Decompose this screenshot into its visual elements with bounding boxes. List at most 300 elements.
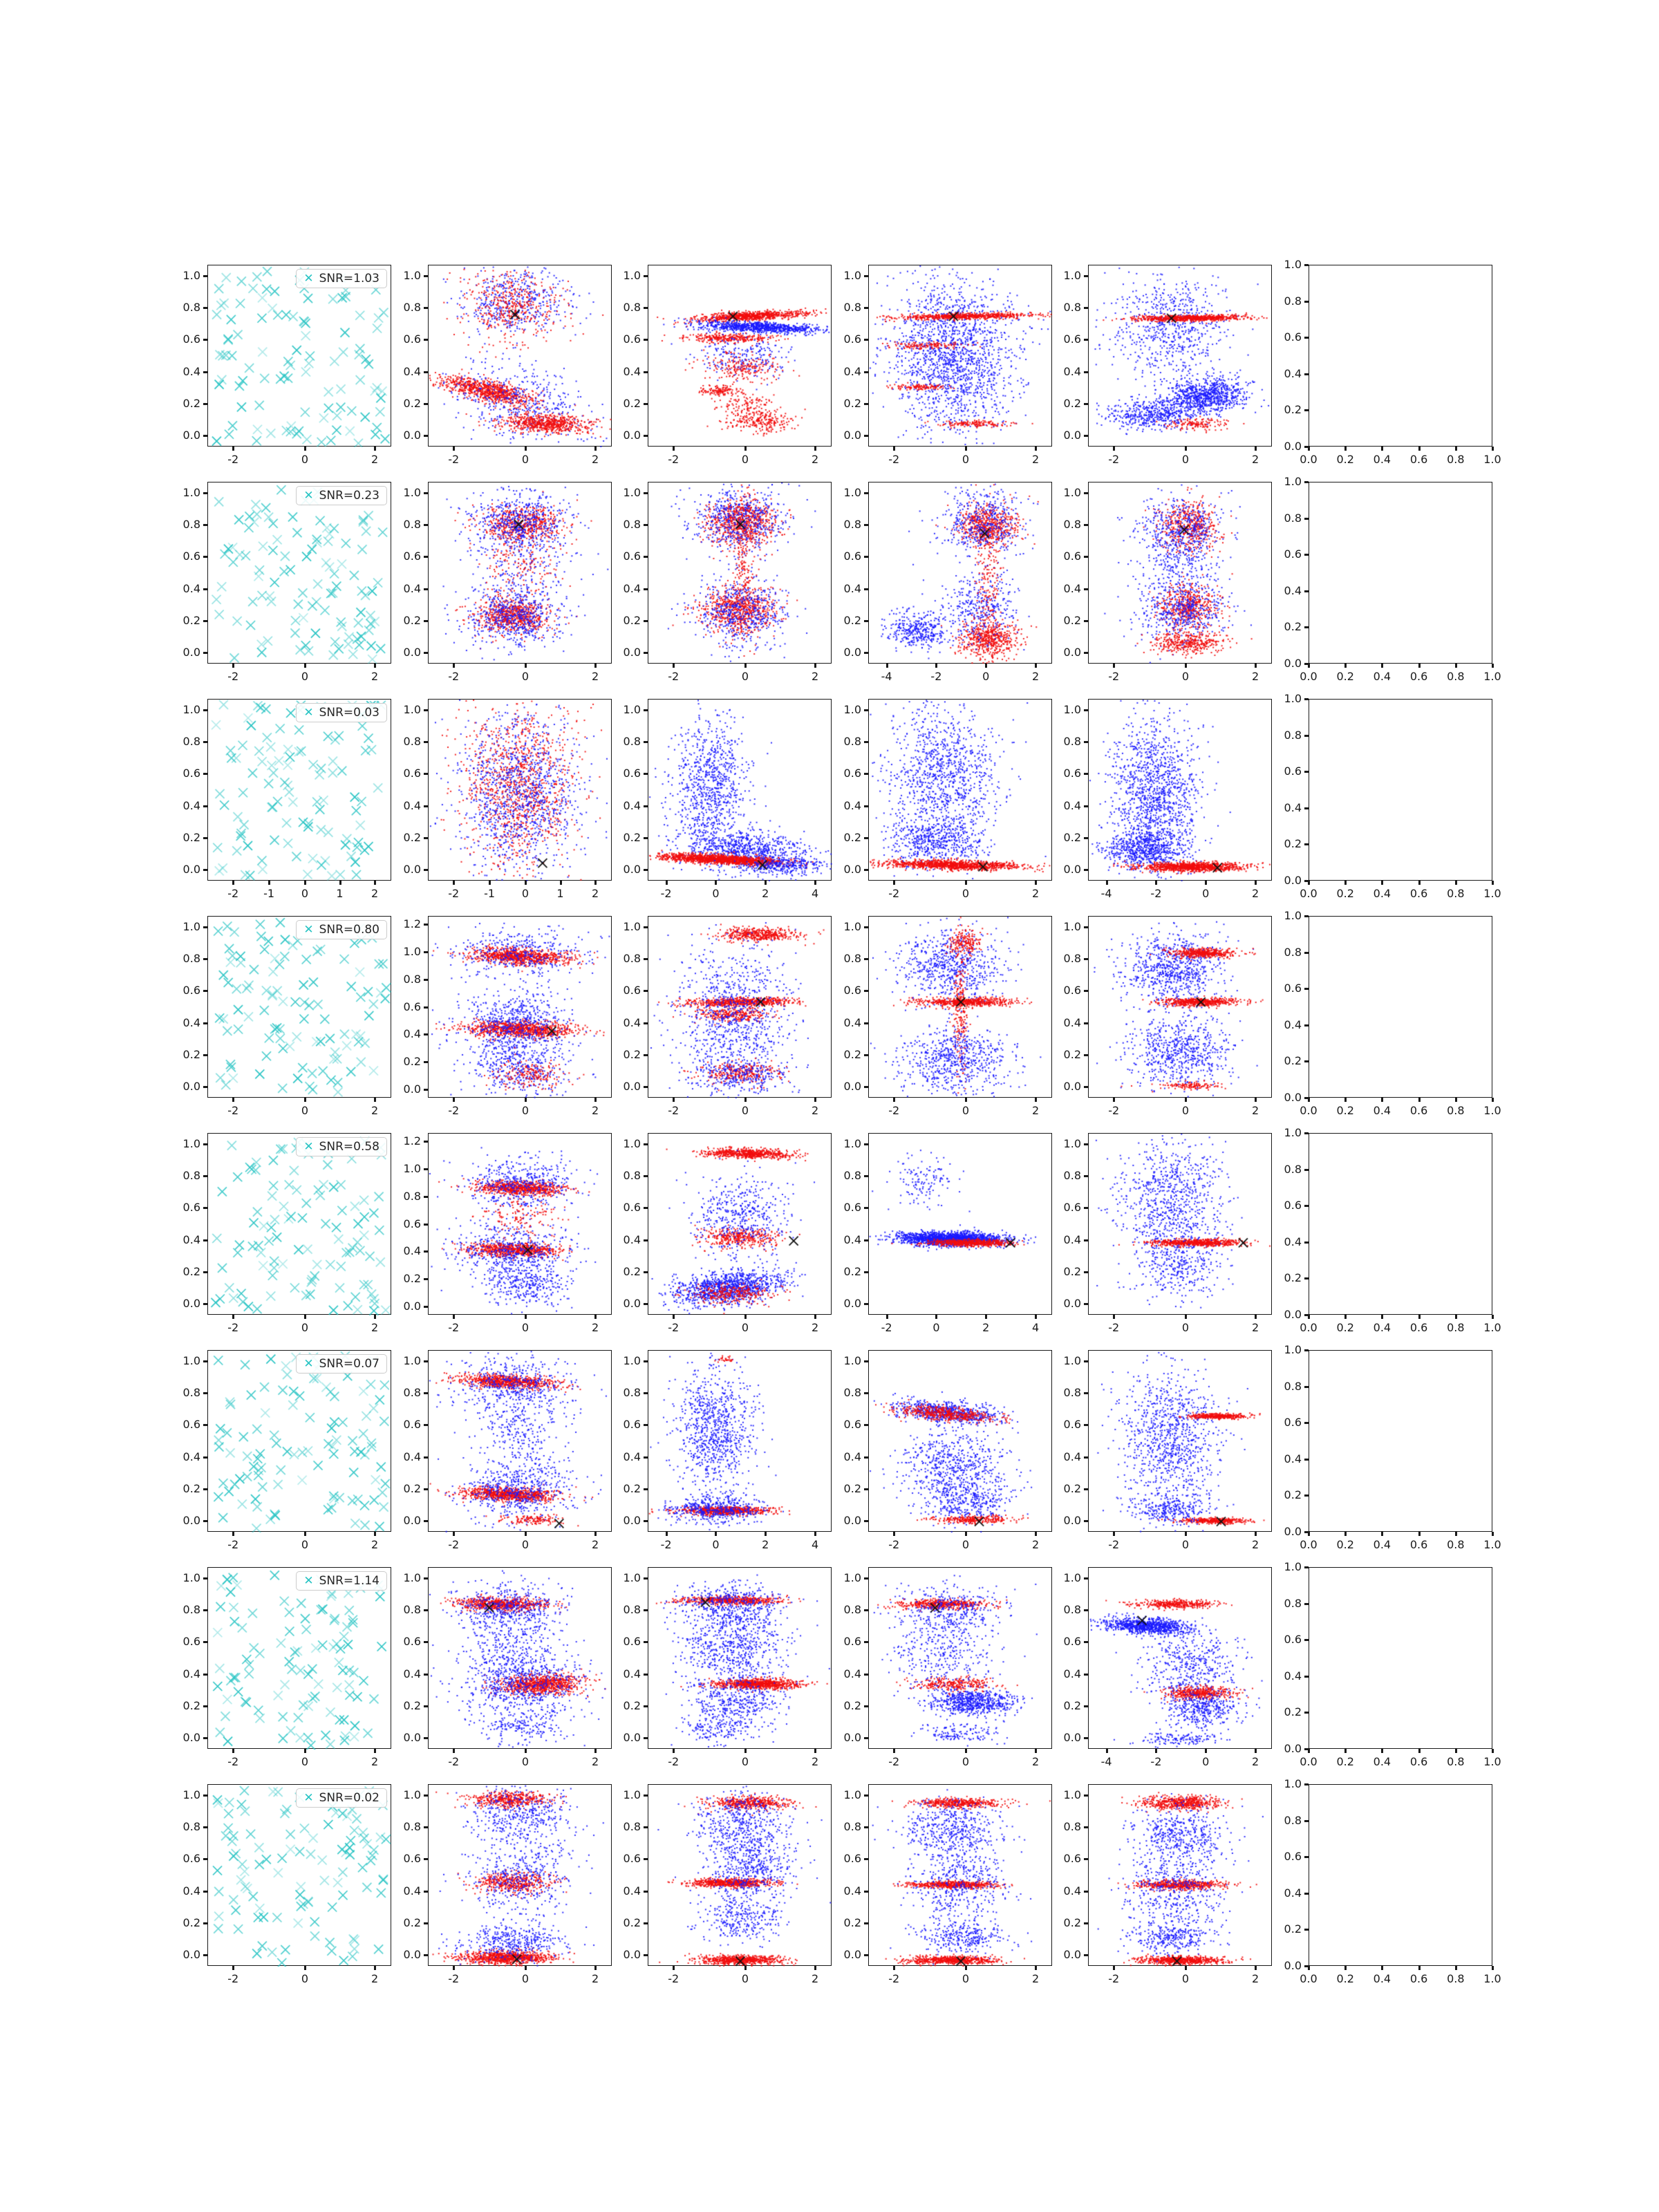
x-tick-mark bbox=[886, 1315, 888, 1319]
y-tick-label: 0.2 bbox=[623, 1915, 641, 1929]
x-tick-label: -2 bbox=[660, 1538, 672, 1551]
x-tick-label: 0.6 bbox=[1409, 1321, 1428, 1334]
y-tick-label: 0.2 bbox=[843, 830, 861, 844]
y-tick-label: 0.0 bbox=[182, 1730, 200, 1744]
y-tick-mark bbox=[1304, 698, 1309, 700]
y-tick-label: 0.6 bbox=[843, 1635, 861, 1649]
x-tick-label: 0 bbox=[521, 453, 529, 466]
snr-label: SNR=0.02 bbox=[319, 1791, 379, 1805]
y-tick-label: 0.4 bbox=[403, 364, 421, 378]
cross-scatter-canvas bbox=[208, 700, 392, 881]
y-tick-mark bbox=[1304, 1277, 1309, 1280]
y-tick-mark bbox=[1084, 926, 1088, 928]
y-tick-label: 0.2 bbox=[623, 1481, 641, 1495]
x-tick-label: 0 bbox=[301, 1972, 309, 1985]
y-tick-label: 0.6 bbox=[182, 550, 200, 563]
y-tick-mark bbox=[1084, 556, 1088, 558]
y-tick-mark bbox=[424, 869, 428, 871]
axes-box bbox=[868, 699, 1052, 881]
axes-box bbox=[648, 1350, 832, 1532]
x-tick-mark bbox=[965, 1098, 967, 1102]
y-tick-label: 0.4 bbox=[1284, 1018, 1302, 1031]
axes-box bbox=[868, 916, 1052, 1098]
axes-box bbox=[868, 482, 1052, 664]
scatter-canvas bbox=[429, 1351, 612, 1533]
y-tick-mark bbox=[1084, 1922, 1088, 1924]
y-tick-mark bbox=[644, 1826, 648, 1828]
y-tick-mark bbox=[203, 1609, 207, 1611]
y-tick-label: 0.0 bbox=[1284, 1742, 1302, 1755]
y-tick-label: 0.8 bbox=[182, 1603, 200, 1617]
y-tick-label: 0.0 bbox=[182, 1947, 200, 1961]
y-tick-mark bbox=[1084, 275, 1088, 277]
y-tick-label: 0.6 bbox=[623, 550, 641, 563]
y-tick-label: 0.4 bbox=[623, 1450, 641, 1463]
x-tick-mark bbox=[232, 881, 234, 885]
y-tick-label: 0.6 bbox=[1284, 1416, 1302, 1430]
x-tick-label: 0 bbox=[301, 887, 309, 900]
y-tick-mark bbox=[644, 805, 648, 807]
y-tick-mark bbox=[644, 339, 648, 341]
y-tick-mark bbox=[1304, 1132, 1309, 1134]
x-tick-label: 1.0 bbox=[1483, 670, 1501, 683]
x-tick-label: 2 bbox=[1031, 453, 1040, 466]
x-tick-mark bbox=[1185, 1315, 1187, 1319]
x-tick-label: 0.6 bbox=[1409, 453, 1428, 466]
x-tick-mark bbox=[1155, 881, 1157, 885]
y-tick-label: 0.6 bbox=[182, 1201, 200, 1215]
x-tick-label: 2 bbox=[591, 1104, 599, 1117]
y-tick-mark bbox=[203, 435, 207, 437]
y-tick-label: 0.0 bbox=[623, 1730, 641, 1744]
x-tick-label: -2 bbox=[448, 1972, 460, 1985]
y-tick-mark bbox=[644, 1022, 648, 1024]
x-tick-mark bbox=[304, 1098, 306, 1102]
y-tick-mark bbox=[1084, 1705, 1088, 1707]
y-tick-label: 0.2 bbox=[843, 1481, 861, 1495]
y-tick-label: 0.4 bbox=[1284, 1886, 1302, 1900]
x-tick-mark bbox=[1455, 447, 1457, 451]
x-tick-label: 2 bbox=[1251, 1321, 1259, 1334]
y-tick-label: 0.0 bbox=[182, 862, 200, 876]
x-tick-label: 2 bbox=[1251, 670, 1259, 683]
y-tick-label: 0.6 bbox=[623, 1418, 641, 1432]
y-tick-mark bbox=[203, 1891, 207, 1893]
y-tick-label: 0.4 bbox=[1063, 364, 1081, 378]
y-tick-label: 0.6 bbox=[403, 1635, 421, 1649]
x-tick-mark bbox=[1492, 881, 1494, 885]
y-tick-label: 1.0 bbox=[843, 703, 861, 717]
y-tick-label: 0.2 bbox=[403, 613, 421, 627]
y-tick-mark bbox=[644, 556, 648, 558]
y-tick-mark bbox=[1304, 626, 1309, 628]
y-tick-mark bbox=[644, 1794, 648, 1797]
x-tick-label: -2 bbox=[1108, 670, 1120, 683]
plot-panel-r3c5 bbox=[1052, 688, 1282, 911]
y-tick-label: 1.0 bbox=[1284, 1126, 1302, 1139]
snr-label: SNR=0.80 bbox=[319, 923, 379, 937]
x-tick-label: -2 bbox=[227, 453, 239, 466]
plot-panel-r8c2 bbox=[392, 1773, 621, 1996]
x-tick-label: 2 bbox=[591, 670, 599, 683]
x-tick-label: 0 bbox=[962, 1538, 970, 1551]
y-tick-label: 1.0 bbox=[182, 1354, 200, 1368]
y-tick-label: 0.0 bbox=[1063, 645, 1081, 659]
y-tick-label: 0.2 bbox=[623, 1047, 641, 1061]
x-tick-mark bbox=[1255, 1532, 1257, 1536]
x-tick-mark bbox=[1418, 1315, 1421, 1319]
y-tick-mark bbox=[864, 1175, 868, 1177]
x-tick-mark bbox=[1381, 881, 1383, 885]
x-tick-mark bbox=[232, 1532, 234, 1536]
y-tick-mark bbox=[203, 1360, 207, 1362]
y-tick-mark bbox=[644, 492, 648, 494]
y-tick-label: 0.0 bbox=[1284, 1525, 1302, 1538]
y-tick-label: 0.0 bbox=[1063, 1947, 1081, 1961]
y-tick-label: 1.0 bbox=[623, 920, 641, 934]
y-tick-mark bbox=[424, 652, 428, 654]
y-tick-label: 0.8 bbox=[623, 301, 641, 315]
y-tick-mark bbox=[1304, 301, 1309, 303]
snr-legend bbox=[296, 920, 387, 939]
x-tick-mark bbox=[673, 1315, 675, 1319]
y-tick-mark bbox=[1084, 1360, 1088, 1362]
y-tick-label: 0.4 bbox=[1063, 1667, 1081, 1680]
plot-panel-r7c4 bbox=[832, 1556, 1062, 1779]
y-tick-mark bbox=[424, 1278, 428, 1280]
y-tick-mark bbox=[1304, 1205, 1309, 1207]
cross-scatter-canvas bbox=[208, 917, 392, 1098]
y-tick-label: 1.0 bbox=[403, 1354, 421, 1368]
y-tick-label: 0.8 bbox=[182, 735, 200, 749]
y-tick-label: 0.4 bbox=[623, 581, 641, 595]
x-tick-mark bbox=[1185, 1098, 1187, 1102]
y-tick-mark bbox=[1304, 518, 1309, 520]
plot-panel-r3c3 bbox=[612, 688, 841, 911]
y-tick-label: 0.8 bbox=[403, 518, 421, 532]
y-tick-label: 0.2 bbox=[1063, 396, 1081, 410]
axes-box bbox=[1309, 699, 1492, 881]
y-tick-label: 1.0 bbox=[403, 1571, 421, 1585]
x-tick-mark bbox=[1255, 447, 1257, 451]
y-tick-label: 0.0 bbox=[1284, 874, 1302, 887]
x-tick-mark bbox=[886, 664, 888, 668]
x-tick-mark bbox=[744, 447, 747, 451]
x-tick-label: 2 bbox=[371, 887, 379, 900]
y-tick-label: 1.0 bbox=[1284, 1777, 1302, 1790]
x-tick-label: 0.8 bbox=[1447, 887, 1465, 900]
y-tick-label: 0.2 bbox=[843, 1915, 861, 1929]
x-tick-label: 0 bbox=[741, 1104, 749, 1117]
x-tick-label: 2 bbox=[762, 887, 769, 900]
y-tick-label: 0.0 bbox=[843, 862, 861, 876]
y-tick-label: 0.8 bbox=[623, 952, 641, 966]
y-tick-label: 1.0 bbox=[182, 486, 200, 500]
y-tick-mark bbox=[203, 805, 207, 807]
y-tick-mark bbox=[1084, 741, 1088, 743]
y-tick-label: 0.8 bbox=[843, 1169, 861, 1183]
plot-panel-r2c1 bbox=[171, 471, 401, 694]
y-tick-mark bbox=[864, 1674, 868, 1676]
y-tick-mark bbox=[644, 1609, 648, 1611]
y-tick-mark bbox=[644, 307, 648, 309]
y-tick-mark bbox=[424, 1674, 428, 1676]
x-tick-label: 0.0 bbox=[1300, 453, 1318, 466]
y-tick-mark bbox=[1084, 1086, 1088, 1088]
axes-box bbox=[207, 699, 391, 881]
x-tick-mark bbox=[374, 881, 376, 885]
y-tick-label: 0.8 bbox=[182, 1169, 200, 1183]
x-tick-label: -2 bbox=[1108, 453, 1120, 466]
scatter-canvas bbox=[1089, 1134, 1273, 1315]
y-tick-mark bbox=[1084, 1239, 1088, 1241]
x-tick-mark bbox=[374, 1532, 376, 1536]
x-tick-mark bbox=[1344, 1315, 1347, 1319]
y-tick-mark bbox=[203, 1303, 207, 1305]
cross-scatter-canvas bbox=[208, 1134, 392, 1315]
y-tick-label: 1.0 bbox=[843, 1137, 861, 1151]
y-tick-label: 0.8 bbox=[623, 518, 641, 532]
x-tick-mark bbox=[525, 1098, 527, 1102]
x-tick-label: 0.0 bbox=[1300, 1104, 1318, 1117]
y-tick-label: 0.4 bbox=[623, 1015, 641, 1029]
x-tick-mark bbox=[1492, 1532, 1494, 1536]
y-tick-label: 0.4 bbox=[1063, 1232, 1081, 1246]
y-tick-label: 1.0 bbox=[403, 486, 421, 500]
y-tick-mark bbox=[1304, 1965, 1309, 1967]
y-tick-mark bbox=[864, 588, 868, 590]
x-tick-mark bbox=[374, 1098, 376, 1102]
axes-box bbox=[207, 265, 391, 447]
y-tick-label: 0.4 bbox=[182, 798, 200, 812]
y-tick-mark bbox=[424, 1577, 428, 1580]
plot-panel-r6c3 bbox=[612, 1339, 841, 1562]
x-tick-label: 0 bbox=[962, 887, 970, 900]
y-tick-label: 0.0 bbox=[182, 428, 200, 442]
y-tick-label: 0.4 bbox=[623, 1232, 641, 1246]
y-tick-label: 0.8 bbox=[1063, 518, 1081, 532]
x-tick-label: 2 bbox=[1031, 887, 1040, 900]
y-tick-mark bbox=[424, 951, 428, 953]
y-tick-label: 0.6 bbox=[843, 767, 861, 780]
x-tick-label: -2 bbox=[448, 1104, 460, 1117]
x-tick-label: 0.8 bbox=[1447, 1321, 1465, 1334]
y-tick-mark bbox=[1084, 1737, 1088, 1739]
x-tick-label: 2 bbox=[371, 1972, 379, 1985]
y-tick-label: 0.6 bbox=[182, 332, 200, 346]
y-tick-mark bbox=[644, 1392, 648, 1394]
y-tick-label: 1.0 bbox=[1063, 920, 1081, 934]
y-tick-mark bbox=[1084, 773, 1088, 775]
y-tick-mark bbox=[1084, 1456, 1088, 1459]
y-tick-mark bbox=[203, 1456, 207, 1459]
y-tick-mark bbox=[1084, 1609, 1088, 1611]
x-tick-label: 0.2 bbox=[1336, 1755, 1354, 1768]
x-tick-label: 2 bbox=[811, 1104, 819, 1117]
y-tick-mark bbox=[1084, 524, 1088, 526]
y-tick-mark bbox=[864, 371, 868, 373]
x-tick-label: 2 bbox=[591, 453, 599, 466]
y-tick-label: 0.8 bbox=[843, 1386, 861, 1400]
y-tick-label: 1.0 bbox=[1063, 1571, 1081, 1585]
x-tick-mark bbox=[268, 881, 270, 885]
y-tick-mark bbox=[1084, 1143, 1088, 1145]
y-tick-mark bbox=[424, 275, 428, 277]
x-tick-label: -2 bbox=[668, 1972, 679, 1985]
y-tick-mark bbox=[1304, 590, 1309, 592]
x-tick-mark bbox=[893, 1532, 895, 1536]
y-tick-label: 0.6 bbox=[403, 1852, 421, 1866]
x-tick-label: 0.0 bbox=[1300, 1538, 1318, 1551]
y-tick-mark bbox=[864, 1207, 868, 1209]
x-tick-mark bbox=[304, 1315, 306, 1319]
y-tick-label: 0.2 bbox=[1284, 1054, 1302, 1068]
x-tick-label: -2 bbox=[448, 453, 460, 466]
y-tick-label: 0.6 bbox=[1284, 1850, 1302, 1864]
plot-panel-r6c4 bbox=[832, 1339, 1062, 1562]
x-tick-mark bbox=[1418, 1966, 1421, 1970]
x-tick-label: 0 bbox=[301, 670, 309, 683]
x-tick-mark bbox=[1106, 1749, 1108, 1753]
x-tick-label: -2 bbox=[888, 1972, 900, 1985]
y-tick-label: 1.0 bbox=[843, 486, 861, 500]
y-tick-mark bbox=[424, 1609, 428, 1611]
x-tick-label: -2 bbox=[888, 1538, 900, 1551]
scatter-canvas bbox=[869, 265, 1053, 447]
y-tick-mark bbox=[1084, 709, 1088, 711]
x-tick-mark bbox=[1255, 1749, 1257, 1753]
x-tick-label: 0 bbox=[1181, 1538, 1190, 1551]
y-tick-label: 0.8 bbox=[843, 518, 861, 532]
x-tick-mark bbox=[965, 447, 967, 451]
x-tick-mark bbox=[1035, 1315, 1037, 1319]
y-tick-label: 0.0 bbox=[403, 1300, 421, 1313]
x-tick-label: -2 bbox=[448, 670, 460, 683]
x-tick-label: 0 bbox=[741, 453, 749, 466]
y-tick-mark bbox=[644, 371, 648, 373]
plot-panel-r2c2 bbox=[392, 471, 621, 694]
y-tick-label: 0.6 bbox=[182, 1418, 200, 1432]
x-tick-label: 0.8 bbox=[1447, 1755, 1465, 1768]
y-tick-label: 0.2 bbox=[182, 396, 200, 410]
y-tick-label: 0.8 bbox=[843, 952, 861, 966]
scatter-canvas bbox=[648, 917, 832, 1098]
snr-label: SNR=0.23 bbox=[319, 489, 379, 503]
y-tick-mark bbox=[424, 620, 428, 622]
y-tick-mark bbox=[1084, 990, 1088, 992]
y-tick-mark bbox=[424, 403, 428, 405]
y-tick-label: 1.0 bbox=[1284, 258, 1302, 271]
x-tick-mark bbox=[673, 447, 675, 451]
plot-panel-r5c5 bbox=[1052, 1122, 1282, 1345]
x-tick-mark bbox=[765, 1532, 767, 1536]
x-tick-mark bbox=[1113, 447, 1115, 451]
y-tick-label: 0.8 bbox=[623, 1603, 641, 1617]
y-tick-label: 0.4 bbox=[1063, 1450, 1081, 1463]
x-tick-label: 2 bbox=[591, 1538, 599, 1551]
y-tick-label: 0.0 bbox=[623, 1513, 641, 1527]
x-tick-label: 2 bbox=[1251, 1538, 1259, 1551]
y-tick-label: 1.0 bbox=[403, 1788, 421, 1802]
x-tick-label: 0 bbox=[521, 1538, 529, 1551]
legend-cross-icon: ✕ bbox=[303, 1140, 314, 1154]
y-tick-label: 0.4 bbox=[623, 1667, 641, 1680]
x-tick-mark bbox=[232, 1749, 234, 1753]
plot-panel-r8c1 bbox=[171, 1773, 401, 1996]
x-tick-label: 4 bbox=[811, 887, 819, 900]
x-tick-label: -2 bbox=[448, 1538, 460, 1551]
x-tick-mark bbox=[744, 1098, 747, 1102]
y-tick-mark bbox=[864, 524, 868, 526]
x-tick-label: -2 bbox=[448, 1755, 460, 1768]
y-tick-mark bbox=[644, 926, 648, 928]
y-tick-mark bbox=[864, 652, 868, 654]
y-tick-mark bbox=[424, 1061, 428, 1063]
y-tick-label: 0.8 bbox=[843, 1603, 861, 1617]
x-tick-mark bbox=[1455, 1749, 1457, 1753]
y-tick-label: 0.6 bbox=[1284, 1633, 1302, 1647]
y-tick-mark bbox=[1084, 1175, 1088, 1177]
x-tick-label: 2 bbox=[591, 887, 599, 900]
x-tick-mark bbox=[1492, 664, 1494, 668]
y-tick-label: 0.0 bbox=[1063, 1730, 1081, 1744]
plot-panel-r4c6 bbox=[1273, 905, 1502, 1128]
y-tick-label: 0.4 bbox=[1063, 798, 1081, 812]
y-tick-mark bbox=[203, 869, 207, 871]
y-tick-mark bbox=[1304, 373, 1309, 375]
plot-panel-r1c4 bbox=[832, 254, 1062, 477]
y-tick-mark bbox=[203, 556, 207, 558]
y-tick-mark bbox=[1304, 1024, 1309, 1027]
x-tick-mark bbox=[304, 1532, 306, 1536]
y-tick-label: 0.8 bbox=[403, 301, 421, 315]
y-tick-label: 0.4 bbox=[623, 364, 641, 378]
x-tick-label: -2 bbox=[227, 887, 239, 900]
x-tick-mark bbox=[304, 1966, 306, 1970]
x-tick-mark bbox=[814, 881, 816, 885]
plot-panel-r4c5 bbox=[1052, 905, 1282, 1128]
y-tick-label: 0.2 bbox=[623, 1698, 641, 1712]
y-tick-mark bbox=[864, 1577, 868, 1580]
x-tick-label: -2 bbox=[930, 670, 942, 683]
x-tick-label: 2 bbox=[1251, 1755, 1259, 1768]
x-tick-label: 2 bbox=[371, 1538, 379, 1551]
x-tick-label: 0 bbox=[1202, 887, 1210, 900]
x-tick-label: 0.0 bbox=[1300, 1321, 1318, 1334]
x-tick-label: 2 bbox=[1251, 1972, 1259, 1985]
y-tick-mark bbox=[1304, 771, 1309, 773]
y-tick-mark bbox=[1084, 1891, 1088, 1893]
y-tick-label: 1.0 bbox=[623, 486, 641, 500]
y-tick-label: 0.0 bbox=[623, 1296, 641, 1310]
y-tick-mark bbox=[644, 1360, 648, 1362]
x-tick-label: -2 bbox=[1108, 1538, 1120, 1551]
y-tick-mark bbox=[644, 1424, 648, 1426]
y-tick-label: 0.4 bbox=[182, 1450, 200, 1463]
y-tick-mark bbox=[864, 620, 868, 622]
y-tick-mark bbox=[1304, 735, 1309, 737]
x-tick-label: 4 bbox=[1031, 1321, 1040, 1334]
y-tick-mark bbox=[203, 1705, 207, 1707]
x-tick-mark bbox=[893, 881, 895, 885]
y-tick-mark bbox=[424, 1456, 428, 1459]
x-tick-label: 2 bbox=[1031, 1755, 1040, 1768]
y-tick-mark bbox=[424, 1705, 428, 1707]
y-tick-mark bbox=[864, 275, 868, 277]
y-tick-label: 0.6 bbox=[1063, 1418, 1081, 1432]
y-tick-mark bbox=[864, 1271, 868, 1273]
axes-box bbox=[207, 1784, 391, 1966]
